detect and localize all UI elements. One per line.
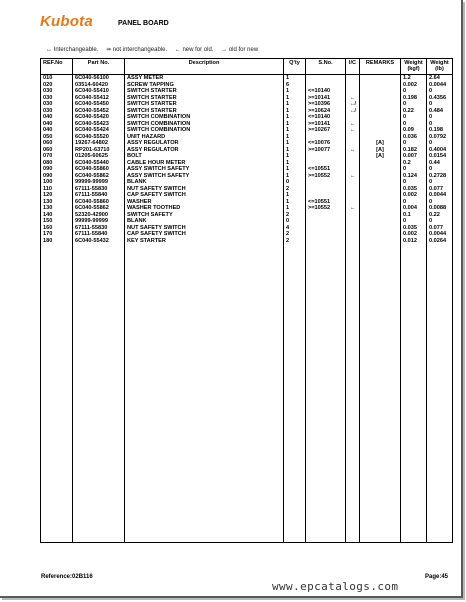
- cell-description: SWITCH COMBINATION: [125, 114, 284, 121]
- cell-quantity: 2: [284, 238, 306, 245]
- cell-interchange-mark: ←: [346, 173, 360, 180]
- cell-interchange-mark: ←: [346, 95, 360, 102]
- cell-quantity: 1: [284, 166, 306, 173]
- cell-weight-lb: 0: [427, 101, 453, 108]
- table-filler-row: [41, 244, 453, 543]
- cell-ref-no: 180: [41, 238, 73, 245]
- cell-ref-no: 110: [41, 186, 73, 193]
- cell-quantity: 1: [284, 147, 306, 154]
- cell-quantity: 2: [284, 231, 306, 238]
- cell-serial-no: >=10396: [306, 101, 346, 108]
- cell-weight-lb: 0: [427, 121, 453, 128]
- cell-serial-no: >=10141: [306, 95, 346, 102]
- col-header-description: Description: [125, 59, 284, 75]
- col-header-qty: Q'ty: [284, 59, 306, 75]
- cell-weight-kgf: 0: [401, 101, 427, 108]
- cell-ref-no: 060: [41, 147, 73, 154]
- cell-ref-no: 040: [41, 127, 73, 134]
- cell-description: WASHER TOOTHED: [125, 205, 284, 212]
- cell-part-no: 01205-60625: [73, 153, 125, 160]
- cell-part-no: 03514-60420: [73, 82, 125, 89]
- cell-part-no: 6C040-55420: [73, 114, 125, 121]
- cell-weight-lb: 0.0044: [427, 231, 453, 238]
- cell-weight-kgf: 0: [401, 140, 427, 147]
- cell-interchange-mark: [346, 75, 360, 82]
- cell-serial-no: >=10552: [306, 173, 346, 180]
- cell-ref-no: 090: [41, 173, 73, 180]
- cell-remarks: [A]: [360, 147, 401, 154]
- cell-weight-lb: 0: [427, 166, 453, 173]
- cell-weight-lb: 0.077: [427, 186, 453, 193]
- cell-part-no: 67111-55830: [73, 225, 125, 232]
- cell-weight-lb: 0: [427, 179, 453, 186]
- cell-serial-no: <=10140: [306, 114, 346, 121]
- cell-part-no: 6C040-55450: [73, 101, 125, 108]
- cell-weight-kgf: 0.124: [401, 173, 427, 180]
- cell-weight-lb: 0.4004: [427, 147, 453, 154]
- cell-weight-kgf: 0.198: [401, 95, 427, 102]
- cell-weight-kgf: 0.035: [401, 186, 427, 193]
- cell-ref-no: 130: [41, 199, 73, 206]
- cell-description: CAP SAFETY SWITCH: [125, 192, 284, 199]
- cell-ref-no: 080: [41, 160, 73, 167]
- parts-table: [40, 58, 453, 543]
- cell-description: CABLE HOUR METER: [125, 160, 284, 167]
- cell-ref-no: 030: [41, 95, 73, 102]
- cell-weight-kgf: 0.002: [401, 231, 427, 238]
- cell-serial-no: <=10076: [306, 140, 346, 147]
- cell-part-no: 6C040-55432: [73, 238, 125, 245]
- cell-description: BLANK: [125, 179, 284, 186]
- cell-weight-kgf: 0: [401, 218, 427, 225]
- cell-description: NUT SAFETY SWITCH: [125, 186, 284, 193]
- cell-weight-lb: 0.0154: [427, 153, 453, 160]
- cell-interchange-mark: ←: [346, 127, 360, 134]
- parts-table-body: [41, 75, 453, 543]
- cell-part-no: 99999-99999: [73, 179, 125, 186]
- cell-weight-lb: 0.44: [427, 160, 453, 167]
- cell-weight-lb: 0.2728: [427, 173, 453, 180]
- cell-weight-kgf: 0: [401, 88, 427, 95]
- cell-ref-no: 020: [41, 82, 73, 89]
- cell-ref-no: 070: [41, 153, 73, 160]
- cell-part-no: 6C040-55440: [73, 160, 125, 167]
- cell-weight-lb: 0.0044: [427, 82, 453, 89]
- legend-interchangeable: ↔ Interchangeable.: [46, 47, 99, 53]
- cell-weight-lb: 0.0792: [427, 134, 453, 141]
- col-header-part: Part No.: [73, 59, 125, 75]
- cell-weight-lb: 0.0264: [427, 238, 453, 245]
- cell-quantity: 0: [284, 179, 306, 186]
- cell-interchange-mark: ↚: [346, 101, 360, 108]
- cell-serial-no: <=10551: [306, 199, 346, 206]
- cell-part-no: 19267-64802: [73, 140, 125, 147]
- empty-cell: [73, 244, 125, 543]
- cell-weight-lb: 0.198: [427, 127, 453, 134]
- cell-part-no: 52320-42900: [73, 212, 125, 219]
- cell-weight-kgf: 1.2: [401, 75, 427, 82]
- col-header-ref: REF.No: [41, 59, 73, 75]
- cell-part-no: 99999-99999: [73, 218, 125, 225]
- cell-serial-no: <=10551: [306, 166, 346, 173]
- cell-quantity: 1: [284, 95, 306, 102]
- cell-ref-no: 040: [41, 114, 73, 121]
- cell-part-no: 6C040-55862: [73, 205, 125, 212]
- cell-serial-no: >=10267: [306, 127, 346, 134]
- cell-weight-lb: 0: [427, 199, 453, 206]
- cell-weight-kgf: 0: [401, 121, 427, 128]
- cell-part-no: 6C040-55860: [73, 166, 125, 173]
- table-row: [41, 75, 453, 82]
- cell-ref-no: 030: [41, 88, 73, 95]
- empty-cell: [41, 244, 73, 543]
- interchangeability-legend: [46, 46, 264, 53]
- cell-part-no: 6C040-55860: [73, 199, 125, 206]
- cell-description: SWITCH STARTER: [125, 101, 284, 108]
- cell-weight-kgf: 0.1: [401, 212, 427, 219]
- table-header-row: [41, 59, 453, 75]
- cell-part-no: 6C040-55423: [73, 121, 125, 128]
- cell-description: SWITCH COMBINATION: [125, 121, 284, 128]
- cell-ref-no: 030: [41, 101, 73, 108]
- cell-description: SWITCH SAFETY: [125, 212, 284, 219]
- cell-quantity: 1: [284, 127, 306, 134]
- cell-weight-kgf: 0.002: [401, 82, 427, 89]
- cell-part-no: 6C040-55862: [73, 173, 125, 180]
- cell-weight-lb: 0.077: [427, 225, 453, 232]
- cell-ref-no: 010: [41, 75, 73, 82]
- cell-description: KEY STARTER: [125, 238, 284, 245]
- cell-quantity: 1: [284, 88, 306, 95]
- cell-ref-no: 030: [41, 108, 73, 115]
- col-header-serial: S.No.: [306, 59, 346, 75]
- cell-description: ASSY METER: [125, 75, 284, 82]
- cell-serial-no: >=10077: [306, 147, 346, 154]
- page-title: PANEL BOARD: [118, 20, 169, 27]
- cell-description: SWITCH STARTER: [125, 95, 284, 102]
- cell-quantity: 6: [284, 82, 306, 89]
- cell-quantity: 4: [284, 225, 306, 232]
- cell-weight-kgf: 0.004: [401, 205, 427, 212]
- cell-weight-kgf: 0.035: [401, 225, 427, 232]
- cell-description: CAP SAFETY SWITCH: [125, 231, 284, 238]
- cell-description: SWITCH COMBINATION: [125, 127, 284, 134]
- cell-quantity: 1: [284, 153, 306, 160]
- cell-description: SCREW TAPPING: [125, 82, 284, 89]
- cell-weight-kgf: 0.2: [401, 160, 427, 167]
- cell-ref-no: 040: [41, 121, 73, 128]
- cell-weight-lb: 0.0044: [427, 192, 453, 199]
- cell-quantity: 1: [284, 101, 306, 108]
- col-header-weight-lb: [427, 59, 453, 75]
- cell-ref-no: 060: [41, 140, 73, 147]
- col-header-weight-kgf: [401, 59, 427, 75]
- cell-ref-no: 120: [41, 192, 73, 199]
- cell-weight-kgf: 0.002: [401, 192, 427, 199]
- cell-weight-lb: 0: [427, 218, 453, 225]
- col-header-remarks: REMARKS: [360, 59, 401, 75]
- cell-weight-kgf: 0.007: [401, 153, 427, 160]
- cell-quantity: 1: [284, 114, 306, 121]
- cell-ref-no: 090: [41, 166, 73, 173]
- cell-weight-kgf: 0.22: [401, 108, 427, 115]
- page-number: Page:45: [425, 574, 449, 580]
- cell-quantity: 1: [284, 140, 306, 147]
- cell-ref-no: 170: [41, 231, 73, 238]
- cell-part-no: RP201-63710: [73, 147, 125, 154]
- cell-quantity: 1: [284, 75, 306, 82]
- cell-description: ASSY SWITCH SAFETY: [125, 166, 284, 173]
- cell-interchange-mark: ←: [346, 205, 360, 212]
- cell-interchange-mark: ↚: [346, 108, 360, 115]
- legend-not-interchangeable: ⇸ not interchangeable.: [106, 47, 168, 53]
- cell-ref-no: 140: [41, 212, 73, 219]
- cell-quantity: 1: [284, 134, 306, 141]
- cell-serial-no: [306, 75, 346, 82]
- weight-kgf-label: Weight (kgf): [404, 60, 423, 72]
- reference-number: Reference:02B116: [41, 574, 93, 580]
- cell-weight-kgf: 0: [401, 179, 427, 186]
- cell-weight-kgf: 0.09: [401, 127, 427, 134]
- cell-ref-no: 160: [41, 225, 73, 232]
- cell-description: SWITCH STARTER: [125, 108, 284, 115]
- cell-serial-no: >=10624: [306, 108, 346, 115]
- cell-interchange-mark: ↔: [346, 147, 360, 154]
- cell-description: BOLT: [125, 153, 284, 160]
- cell-weight-kgf: 0.182: [401, 147, 427, 154]
- cell-quantity: 1: [284, 160, 306, 167]
- cell-serial-no: >=10552: [306, 205, 346, 212]
- cell-serial-no: <=10140: [306, 88, 346, 95]
- cell-description: WASHER: [125, 199, 284, 206]
- brand-logo: Kubota: [40, 13, 93, 30]
- cell-weight-lb: 0.0088: [427, 205, 453, 212]
- empty-cell: [346, 244, 360, 543]
- cell-weight-lb: 0.22: [427, 212, 453, 219]
- cell-quantity: 1: [284, 121, 306, 128]
- legend-new-for-old: ← new for old.: [174, 47, 214, 53]
- cell-remarks: [A]: [360, 153, 401, 160]
- cell-description: UNIT HAZARD: [125, 134, 284, 141]
- cell-part-no: 6C040-55410: [73, 88, 125, 95]
- cell-weight-kgf: 0.012: [401, 238, 427, 245]
- empty-cell: [125, 244, 284, 543]
- cell-part-no: 6C040-55452: [73, 108, 125, 115]
- cell-weight-lb: 0: [427, 140, 453, 147]
- cell-remarks: [A]: [360, 140, 401, 147]
- cell-weight-lb: 0.484: [427, 108, 453, 115]
- cell-quantity: 0: [284, 218, 306, 225]
- cell-ref-no: 150: [41, 218, 73, 225]
- cell-part-no: 6C040-55412: [73, 95, 125, 102]
- cell-quantity: 1: [284, 108, 306, 115]
- cell-interchange-mark: ←: [346, 121, 360, 128]
- cell-part-no: 67111-55830: [73, 186, 125, 193]
- cell-quantity: 1: [284, 205, 306, 212]
- empty-cell: [401, 244, 427, 543]
- cell-part-no: 6C040-56100: [73, 75, 125, 82]
- weight-lb-label: Weight (lb): [430, 60, 449, 72]
- cell-description: ASSY SWITCH SAFETY: [125, 173, 284, 180]
- cell-part-no: 67111-55840: [73, 231, 125, 238]
- cell-ref-no: 050: [41, 134, 73, 141]
- cell-ref-no: 130: [41, 205, 73, 212]
- legend-old-for-new: → old for new: [221, 47, 259, 53]
- cell-part-no: 6C040-55424: [73, 127, 125, 134]
- cell-description: BLANK: [125, 218, 284, 225]
- cell-remarks: [360, 75, 401, 82]
- cell-description: SWITCH STARTER: [125, 88, 284, 95]
- cell-serial-no: >=10141: [306, 121, 346, 128]
- cell-ref-no: 100: [41, 179, 73, 186]
- cell-quantity: 1: [284, 192, 306, 199]
- empty-cell: [306, 244, 346, 543]
- empty-cell: [360, 244, 401, 543]
- cell-description: ASSY REGULATOR: [125, 140, 284, 147]
- empty-cell: [284, 244, 306, 543]
- cell-part-no: 6C040-55520: [73, 134, 125, 141]
- cell-weight-kgf: 0: [401, 166, 427, 173]
- empty-cell: [427, 244, 453, 543]
- col-header-ic: I/C: [346, 59, 360, 75]
- cell-weight-kgf: 0.036: [401, 134, 427, 141]
- cell-description: NUT SAFETY SWITCH: [125, 225, 284, 232]
- cell-weight-lb: 2.64: [427, 75, 453, 82]
- cell-weight-kgf: 0: [401, 114, 427, 121]
- cell-quantity: 2: [284, 212, 306, 219]
- cell-quantity: 2: [284, 186, 306, 193]
- cell-weight-lb: 0: [427, 88, 453, 95]
- cell-part-no: 67111-55840: [73, 192, 125, 199]
- cell-weight-lb: 0: [427, 114, 453, 121]
- cell-weight-lb: 0.4356: [427, 95, 453, 102]
- cell-weight-kgf: 0: [401, 199, 427, 206]
- watermark-url: www.epcatalogs.com: [272, 580, 399, 593]
- cell-description: ASSY REGULATOR: [125, 147, 284, 154]
- cell-quantity: 1: [284, 173, 306, 180]
- cell-quantity: 1: [284, 199, 306, 206]
